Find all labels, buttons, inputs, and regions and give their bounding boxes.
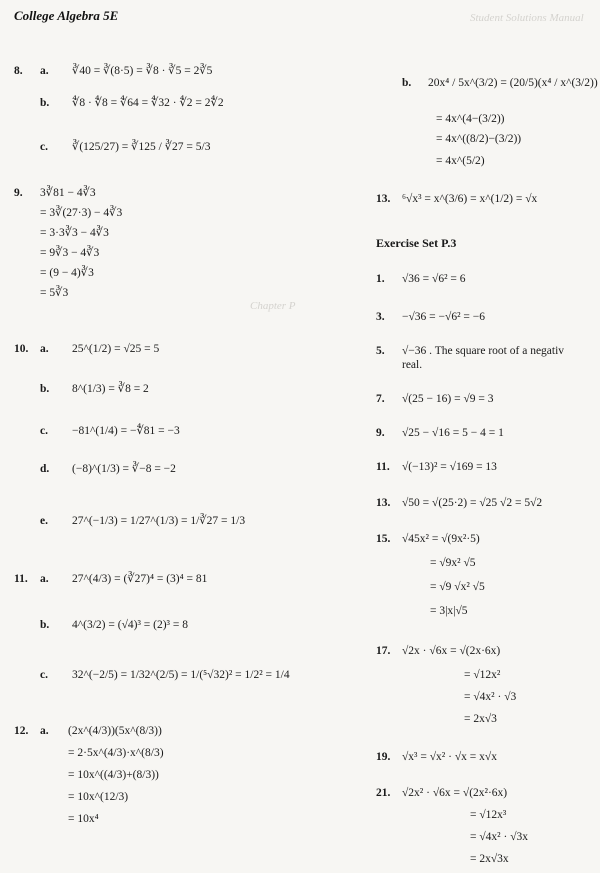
math-line: ⁶√x³ = x^(3/6) = x^(1/2) = √x xyxy=(402,193,538,205)
problem-number: 13. xyxy=(376,193,391,205)
math-line: 4^(3/2) = (√4)³ = (2)³ = 8 xyxy=(72,619,188,631)
problem-number: 21. xyxy=(376,787,391,799)
problem-number: 13. xyxy=(376,497,391,509)
math-line: = 5∛3 xyxy=(40,287,69,299)
math-line: ∜8 · ∜8 = ∜64 = ∜32 · ∜2 = 2∜2 xyxy=(72,97,224,109)
problem-number: 9. xyxy=(14,187,23,199)
part-label: b. xyxy=(40,383,50,395)
math-line: √(25 − 16) = √9 = 3 xyxy=(402,393,494,405)
problem-number: 15. xyxy=(376,533,391,545)
problem-number: 11. xyxy=(376,461,390,473)
problem-number: 3. xyxy=(376,311,385,323)
problem-number: 8. xyxy=(14,65,23,77)
math-line: = (9 − 4)∛3 xyxy=(40,267,94,279)
section-heading: Exercise Set P.3 xyxy=(376,236,457,250)
part-label: b. xyxy=(40,619,50,631)
math-line: √25 − √16 = 5 − 4 = 1 xyxy=(402,427,504,439)
math-line: 27^(−1/3) = 1/27^(1/3) = 1/∛27 = 1/3 xyxy=(72,515,246,527)
math-line: = 3∛(27·3) − 4∛3 xyxy=(40,207,123,219)
part-label: b. xyxy=(40,97,50,109)
problem-number: 9. xyxy=(376,427,385,439)
math-line: = 4x^(4−(3/2)) xyxy=(436,113,505,125)
part-label: a. xyxy=(40,573,49,585)
show-through-text: Chapter P xyxy=(250,300,296,312)
math-line: √2x · √6x = √(2x·6x) xyxy=(402,645,501,657)
part-label: d. xyxy=(40,463,50,475)
math-line: √36 = √6² = 6 xyxy=(402,273,466,285)
math-line: = 2·5x^(4/3)·x^(8/3) xyxy=(68,747,164,759)
math-line: 27^(4/3) = (∛27)⁴ = (3)⁴ = 81 xyxy=(72,573,208,585)
math-line-continuation: real. xyxy=(402,359,423,371)
part-label: a. xyxy=(40,65,49,77)
math-line: ∛40 = ∛(8·5) = ∛8 · ∛5 = 2∛5 xyxy=(72,65,213,77)
math-line: = 10x^(12/3) xyxy=(68,791,129,803)
math-line: −√36 = −√6² = −6 xyxy=(402,311,485,323)
math-line: 3∛81 − 4∛3 xyxy=(40,187,96,199)
math-line: √50 = √(25·2) = √25 √2 = 5√2 xyxy=(402,497,543,509)
part-label: c. xyxy=(40,425,48,437)
math-line: = √12x² xyxy=(464,669,501,681)
math-line: (−8)^(1/3) = ∛−8 = −2 xyxy=(72,463,176,475)
part-label: a. xyxy=(40,725,49,737)
math-line: = 3·3∛3 − 4∛3 xyxy=(40,227,109,239)
math-line: = 3|x|√5 xyxy=(430,605,468,617)
math-line: = √9x² √5 xyxy=(430,557,476,569)
part-label: b. xyxy=(402,77,412,89)
math-line: √x³ = √x² · √x = x√x xyxy=(402,751,497,763)
math-line: −81^(1/4) = −∜81 = −3 xyxy=(72,425,180,437)
math-line: √−36 . The square root of a negativ xyxy=(402,345,565,357)
part-label: c. xyxy=(40,669,48,681)
part-label: e. xyxy=(40,515,48,527)
math-line: = 2x√3x xyxy=(470,853,509,865)
math-line: = √4x² · √3 xyxy=(464,691,517,703)
math-line: 20x⁴ / 5x^(3/2) = (20/5)(x⁴ / x^(3/2)) xyxy=(428,77,598,89)
problem-number: 17. xyxy=(376,645,391,657)
math-line: = 4x^(5/2) xyxy=(436,155,485,167)
math-line: = 4x^((8/2)−(3/2)) xyxy=(436,133,522,145)
math-line: 32^(−2/5) = 1/32^(2/5) = 1/(⁵√32)² = 1/2² = 1/4 xyxy=(72,669,290,681)
math-line: = √4x² · √3x xyxy=(470,831,529,843)
part-label: a. xyxy=(40,343,49,355)
math-line: = 10x^((4/3)+(8/3)) xyxy=(68,769,159,781)
page-header: College Algebra 5E xyxy=(14,8,119,23)
problem-number: 10. xyxy=(14,343,29,355)
math-line: = √12x³ xyxy=(470,809,507,821)
problem-number: 19. xyxy=(376,751,391,763)
math-line: 25^(1/2) = √25 = 5 xyxy=(72,343,160,355)
math-line: ∛(125/27) = ∛125 / ∛27 = 5/3 xyxy=(72,141,211,153)
problem-number: 1. xyxy=(376,273,385,285)
math-line: = 10x⁴ xyxy=(68,813,99,825)
math-line: = √9 √x² √5 xyxy=(430,581,485,593)
math-line: = 9∛3 − 4∛3 xyxy=(40,247,100,259)
math-line: (2x^(4/3))(5x^(8/3)) xyxy=(68,725,162,737)
show-through-text: Student Solutions Manual xyxy=(470,12,584,24)
problem-number: 11. xyxy=(14,573,28,585)
problem-number: 7. xyxy=(376,393,385,405)
math-line: √(−13)² = √169 = 13 xyxy=(402,461,497,473)
math-line: √45x² = √(9x²·5) xyxy=(402,533,480,545)
problem-number: 5. xyxy=(376,345,385,357)
math-line: √2x² · √6x = √(2x²·6x) xyxy=(402,787,508,799)
math-line: 8^(1/3) = ∛8 = 2 xyxy=(72,383,149,395)
math-line: = 2x√3 xyxy=(464,713,497,725)
part-label: c. xyxy=(40,141,48,153)
problem-number: 12. xyxy=(14,725,29,737)
